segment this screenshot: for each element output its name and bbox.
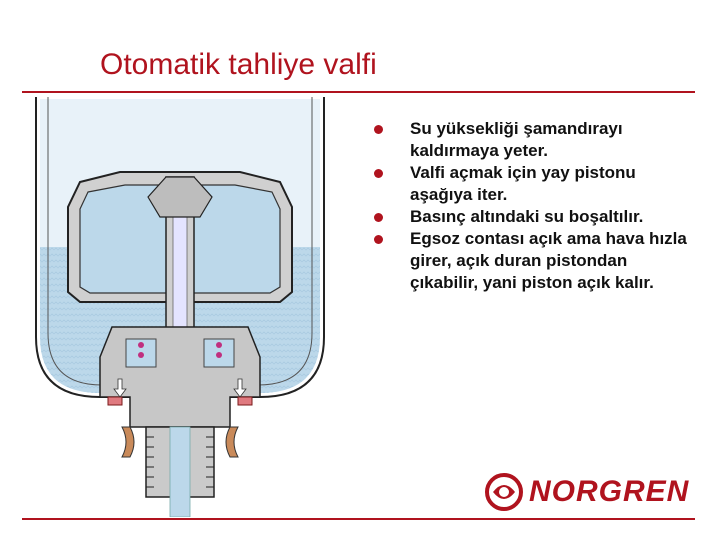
bullet-dot	[374, 125, 383, 134]
bullet-dot	[374, 213, 383, 222]
bullet-dot	[374, 169, 383, 178]
bullet-item: Basınç altındaki su boşaltılır.	[368, 206, 688, 228]
logo-text: NORGREN	[529, 475, 690, 508]
exhaust-seal	[108, 397, 122, 405]
valve-body	[100, 327, 260, 427]
bullet-list	[368, 118, 688, 294]
bullet-item: Su yüksekliği şamandırayı kaldırmaya yeter.	[368, 118, 688, 162]
norgren-logo-icon	[484, 472, 524, 512]
title-divider	[22, 91, 695, 93]
bullet-item: Egsoz contası açık ama hava hızla girer, açık duran pistondan çıkabilir, yani piston açık kalır.	[368, 228, 688, 294]
drain-flow	[170, 427, 190, 517]
norgren-logo	[484, 470, 699, 514]
footer-divider	[22, 518, 695, 520]
slide-title: Otomatik tahliye valfi	[100, 48, 377, 81]
drain-valve-diagram	[30, 97, 330, 517]
bullet-dot	[374, 235, 383, 244]
bullet-item: Valfi açmak için yay pistonu aşağıya iter.	[368, 162, 688, 206]
